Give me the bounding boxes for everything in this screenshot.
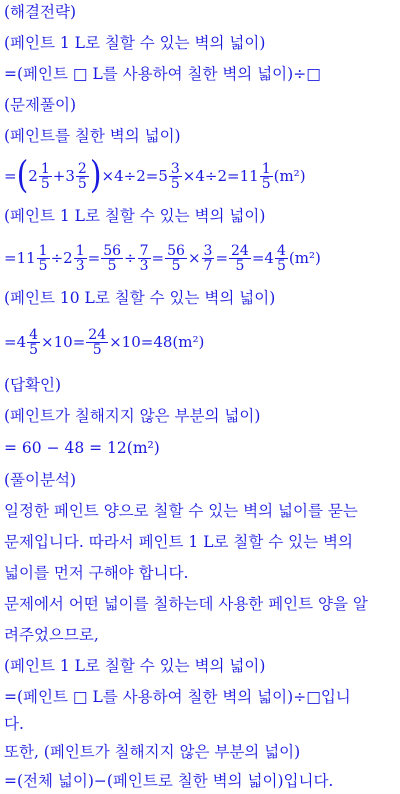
text-line: =(전체 넓이)−(페인트로 칠한 벽의 넓이)입니다.: [4, 772, 334, 790]
math-text: ×10=: [41, 333, 86, 351]
text-line: =(페인트 □ L를 사용하여 칠한 벽의 넓이)÷□: [4, 65, 321, 83]
text-line: (페인트를 칠한 벽의 넓이): [4, 127, 181, 145]
math-text: 2: [28, 167, 38, 185]
math-text: =: [151, 249, 165, 267]
equation-2: [4, 237, 321, 279]
section-heading-check: (답확인): [4, 376, 62, 394]
fraction: $\frac{1}{5}$: [40, 160, 50, 192]
text-line: 려주었으므로,: [4, 626, 99, 644]
math-text: ×10=48: [109, 333, 173, 351]
section-heading-strategy: (해결전략): [4, 3, 76, 21]
text-line: 넓이를 먼저 구해야 합니다.: [4, 564, 189, 582]
math-text: =11: [4, 249, 36, 267]
paren-right: ): [89, 153, 102, 198]
math-text: ×4÷2=: [182, 167, 240, 185]
paren-left: (: [16, 153, 29, 198]
text-line: 일정한 페인트 양으로 칠할 수 있는 벽의 넓이를 묻는: [4, 502, 358, 520]
text-line: 문제입니다. 따라서 페인트 1 L로 칠할 수 있는 벽의: [4, 533, 353, 551]
math-text: =: [87, 249, 101, 267]
math-text: =: [4, 167, 17, 185]
text-line: = 60 − 48 = 12(m²): [4, 439, 160, 457]
math-text: =4: [251, 249, 274, 267]
text-line: (페인트 1 L로 칠할 수 있는 벽의 넓이): [4, 207, 266, 225]
math-text: 3: [65, 167, 75, 185]
math-text: (m²): [288, 249, 321, 267]
text-line: (페인트 1 L로 칠할 수 있는 벽의 넓이): [4, 657, 266, 675]
math-text: (m²): [172, 333, 205, 351]
fraction: $\frac{3}{7}$: [203, 242, 213, 274]
math-text: (m²): [273, 167, 306, 185]
text-line: =(페인트 □ L를 사용하여 칠한 벽의 넓이)÷□입니: [4, 688, 351, 706]
text-line: (페인트가 칠해지지 않은 부분의 넓이): [4, 407, 261, 425]
text-line: 또한, (페인트가 칠해지지 않은 부분의 넓이): [4, 743, 301, 761]
fraction: $\frac{4}{5}$: [276, 242, 286, 274]
math-text: 5: [158, 167, 168, 185]
equation-3: [4, 321, 204, 363]
fraction: $\frac{3}{5}$: [170, 160, 180, 192]
section-heading-analysis: (풀이분석): [4, 471, 76, 489]
math-text: =4: [4, 333, 27, 351]
fraction: $\frac{1}{5}$: [38, 242, 48, 274]
fraction: $\frac{24}{5}$: [231, 242, 249, 274]
fraction: $\frac{4}{5}$: [29, 326, 39, 358]
math-text: 11: [239, 167, 259, 185]
math-text: ÷2: [50, 249, 73, 267]
section-heading-solution: (문제풀이): [4, 96, 76, 114]
text-line: 다.: [4, 715, 24, 733]
fraction: $\frac{56}{5}$: [103, 242, 122, 274]
fraction: $\frac{1}{5}$: [261, 160, 271, 192]
fraction: $\frac{56}{5}$: [167, 242, 185, 274]
math-text: ×4÷2=: [101, 167, 159, 185]
math-text: =: [215, 249, 229, 267]
fraction: $\frac{24}{5}$: [88, 326, 107, 358]
text-line: 문제에서 어떤 넓이를 칠하는데 사용한 페인트 양을 알: [4, 595, 368, 613]
equation-1: [4, 155, 306, 197]
math-text: +: [52, 167, 66, 185]
math-text: ÷: [124, 249, 137, 267]
text-line: (페인트 1 L로 칠할 수 있는 벽의 넓이): [4, 34, 266, 52]
text-line: (페인트 10 L로 칠할 수 있는 벽의 넓이): [4, 289, 276, 307]
math-text: ×: [187, 249, 201, 267]
fraction: $\frac{1}{3}$: [75, 242, 85, 274]
fraction: $\frac{7}{3}$: [139, 242, 149, 274]
fraction: $\frac{2}{5}$: [77, 160, 87, 192]
